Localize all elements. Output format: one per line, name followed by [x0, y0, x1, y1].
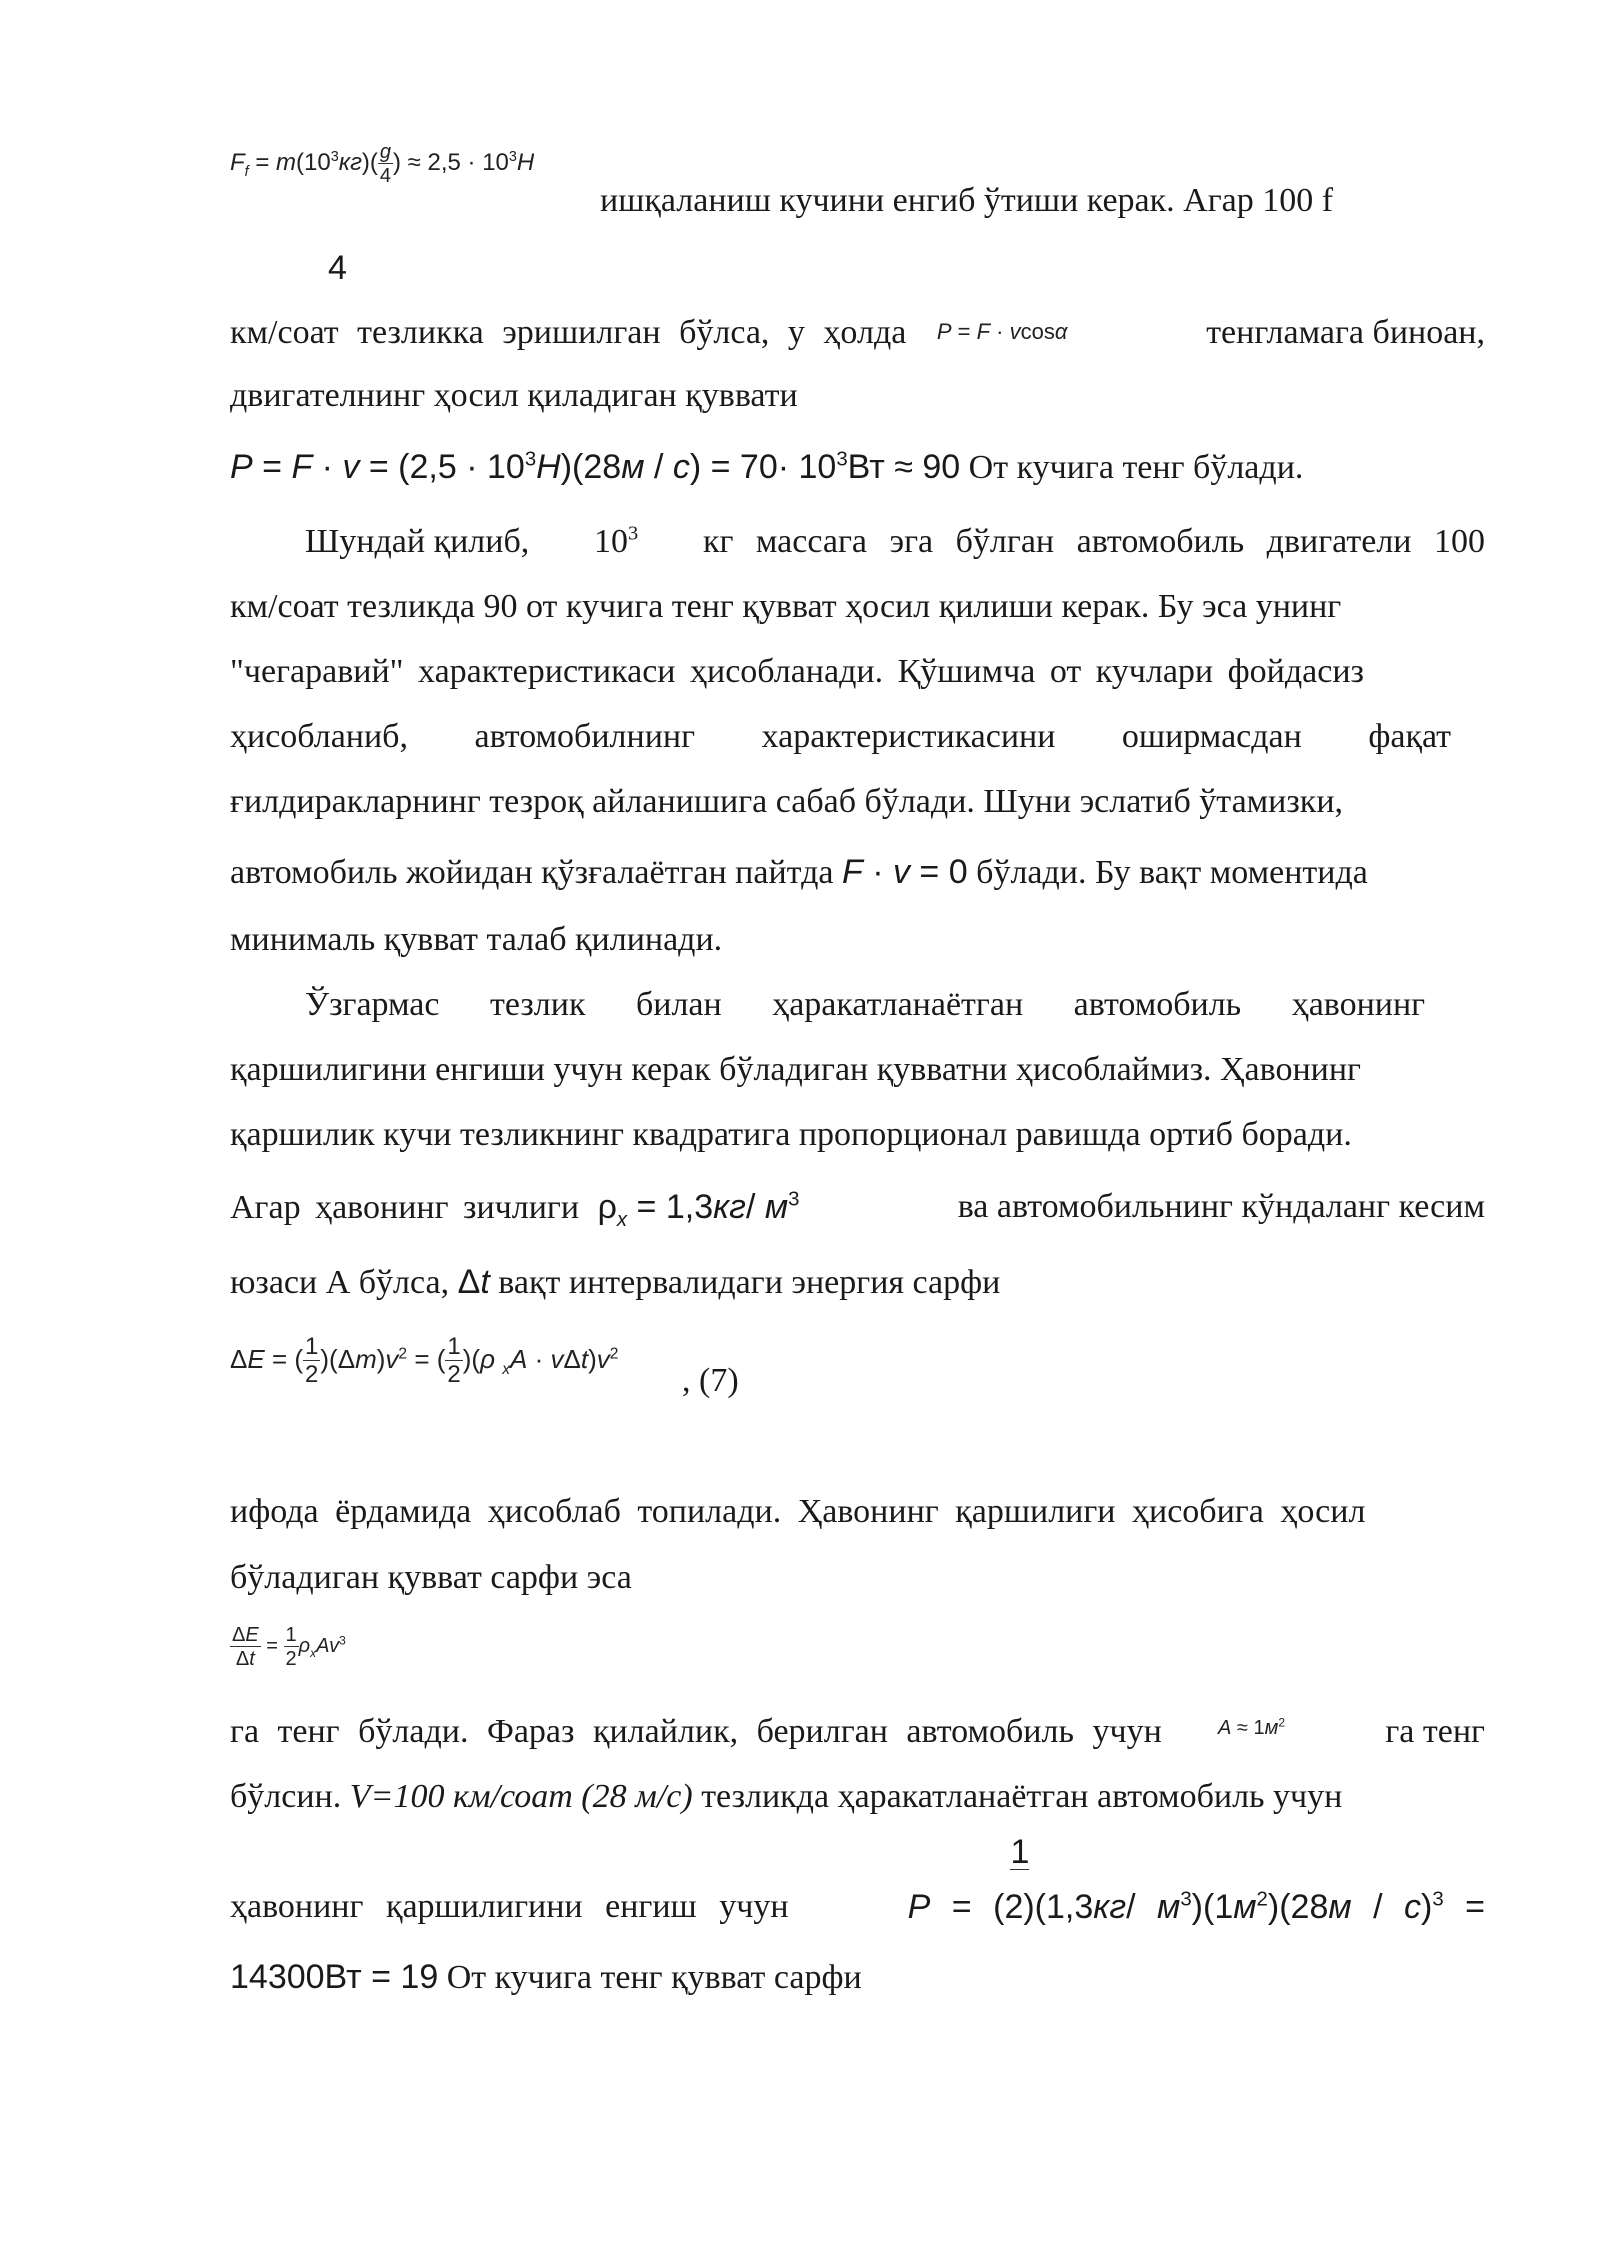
text-para3-line5-a: юзаси А бўлса,: [230, 1264, 450, 1301]
text-para3-line4-b: ва автомобильнинг кўндаланг кесим: [957, 1188, 1485, 1225]
text-para2-line3: "чегаравий" характеристикаси ҳисобланади. Қўшимча от кучлари фойдасиз: [230, 653, 1364, 690]
text-para4-line6-tail: От кучига тенг қувват сарфи: [446, 1959, 862, 1996]
text-para4-line4-b: тезликда ҳаракатланаётган автомобиль учун: [701, 1778, 1343, 1815]
text-para2-line7: минималь қувват талаб қилинади.: [230, 921, 723, 958]
text-para1-line4-tail: От кучига тенг бўлади.: [968, 449, 1304, 486]
text-para2-line1: [305, 520, 1485, 564]
equation-7-number: , (7): [682, 1362, 739, 1399]
text-para2-line6: [230, 850, 1485, 895]
text-para4-line5: [230, 1825, 1485, 1935]
text-para3-line3: қаршилик кучи тезликнинг квадратига пропорционал равишда ортиб боради.: [230, 1116, 1352, 1153]
text-para4-line5-a: ҳавонинг қаршилигини енгиш учун: [230, 1888, 789, 1925]
formula-friction: Ff = m(103кг)( g 4 ) ≈ 2,5 · 103Н: [230, 140, 535, 187]
text-para3-line5-b: вақт интервалидаги энергия сарфи: [498, 1264, 1001, 1301]
text-para4-line3: [230, 1710, 1485, 1754]
text-para4-line6: [230, 1955, 1485, 2000]
formula-fv-zero: F · v = 0: [841, 853, 968, 891]
text-para2-line4: ҳисобланиб, автомобилнинг характеристикасини оширмасдан фақат: [230, 718, 1452, 755]
text-para4-line1: ифода ёрдамида ҳисоблаб топилади. Ҳавонинг қаршилиги ҳисобига ҳосил: [230, 1493, 1366, 1530]
text-para1-line2-a: км/соат тезликка эришилган бўлса, у ҳолда: [230, 314, 907, 351]
formula-air-power: P = ( 1 2)(1,3кг/ $м^3)(1м^2)(28м / с)^3$ =: [907, 1833, 1485, 1926]
text-para2-line6-b: бўлади. Бу вақт моментида: [976, 854, 1368, 891]
formula-power-result-line: [230, 445, 1485, 490]
formula-power-inline: P = F · vcosα: [936, 319, 1068, 344]
text-para2-ten-cubed: $10^3$: [594, 522, 639, 560]
text-para3-line1: [305, 983, 1485, 1027]
text-para4-line3-a: га тенг бўлади. Фараз қилайлик, берилган автомобиль учун: [230, 1713, 1162, 1750]
text-para4-line4-a: бўлсин.: [230, 1778, 342, 1815]
formula-power-result: $P = F \cdot v = (2,5 \cdot 10^3Н)(28м / с) = 70\cdot 10^3Вт \approx 90$: [230, 448, 961, 486]
stray-four: 4: [328, 249, 347, 287]
formula-energy: ΔE = ( $\frac{1}{2}$ )$(\Delta m)v^2$ = ( $\frac{1}{2}$ )(ρ $_xA \cdot v\Delta t)v^2$: [230, 1333, 619, 1388]
text-para3-line4-a: Агар ҳавонинг зичлиги: [230, 1189, 580, 1226]
text-para4-line3-b: га тенг: [1385, 1713, 1485, 1750]
text-para2-line6-a: автомобиль жойидан қўзғалаётган пайтда: [230, 854, 834, 891]
text-para3-line5: [230, 1260, 1485, 1305]
text-para3-line2: қаршилигини енгиши учун керак бўладиган қувватни ҳисоблаймиз. Ҳавонинг: [230, 1051, 1361, 1088]
text-para4-speed: V=100 км/соат (28 м/с): [349, 1778, 693, 1815]
symbol-delta-t: Δt: [457, 1263, 490, 1301]
text-para1-line3: двигателнинг ҳосил қиладиган қуввати: [230, 377, 798, 414]
text-para2-line2: км/соат тезликда 90 от кучига тенг қувват ҳосил қилиши керак. Бу эса унинг: [230, 588, 1342, 625]
equation-7: [230, 1335, 1485, 1405]
formula-air-density: $\rho_x = 1,3кг/$ $м^3$: [597, 1188, 800, 1231]
text-para1-line1: ишқаланиш кучини енгиб ўтиши керак. Агар 100 f: [600, 182, 1334, 219]
formula-area: $A \approx 1м^2$: [1218, 1715, 1285, 1739]
text-para1-line2: [230, 311, 1485, 358]
formula-power-air-expr: $\frac{\Delta E}{\Delta t}$ = $\frac{1}{2}$ $\rho_xAv^3$: [232, 1623, 346, 1670]
text-para4-line4: [230, 1775, 1485, 1819]
text-para3-line4: [230, 1185, 1485, 1230]
formula-friction-line: [230, 140, 1485, 219]
text-para3-line1-text: Ўзгармас тезлик билан ҳаракатланаётган автомобиль ҳавонинг: [305, 986, 1426, 1023]
text-para2-line5: ғилдиракларнинг тезроқ айланишига сабаб бўлади. Шуни эслатиб ўтамизки,: [230, 783, 1344, 820]
formula-power-air: [230, 1620, 1485, 1680]
formula-air-power-result: 14300Вт = 19: [230, 1958, 439, 1996]
text-para2-line1-b: кг массага эга бўлган автомобиль двигатели 100: [702, 523, 1485, 560]
text-para2-line1-a: Шундай қилиб,: [305, 523, 530, 560]
text-para1-line2-b: тенгламага биноан,: [1206, 314, 1485, 351]
text-para4-line2: бўладиган қувват сарфи эса: [230, 1559, 632, 1596]
